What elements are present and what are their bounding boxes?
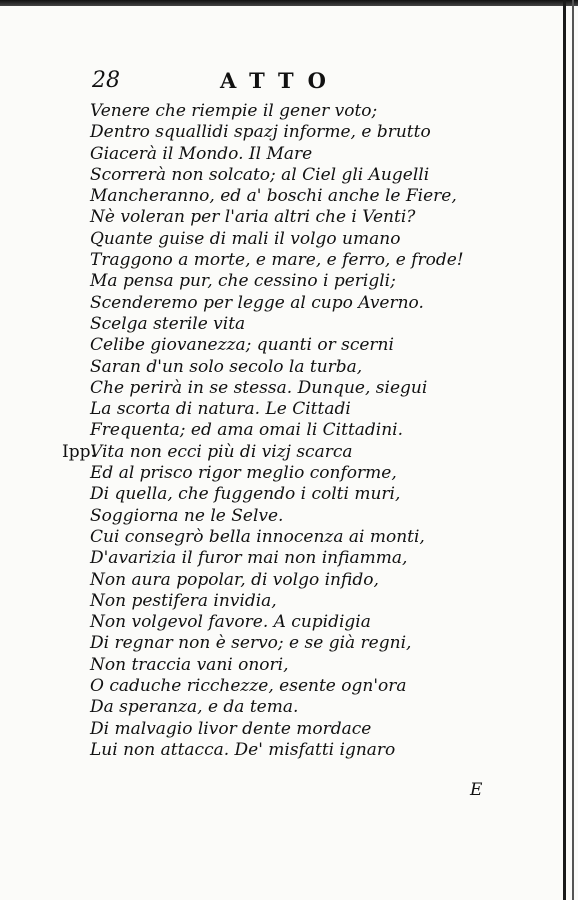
speaker-label: Ipp. [62,441,96,462]
verse-text: Venere che riempie il gener voto; [90,101,378,121]
verse-text: Di quella, che fuggendo i colti muri, [90,484,401,505]
verse-text: O caduche ricchezze, esente ogn'ora [90,676,407,697]
verse-text: Traggono a morte, e mare, e ferro, e frode! [90,250,464,271]
verse-text: Che perirà in se stessa. Dunque, siegui [90,377,428,398]
verse-line [62,676,462,697]
verse-text: Celibe giovanezza; quanti or scerni [90,335,394,356]
verse-line [62,506,462,527]
verse-line [62,548,462,569]
verse-text: Scorrerà non solcato; al Ciel gli Augelli [90,164,430,185]
verse-text: Non pestifera invidia, [90,590,277,611]
verse-line [62,591,462,612]
page-binding-edge [563,0,566,900]
verse-text: Dentro squallidi spazj informe, e brutto [90,122,431,143]
verse-text: Nè voleran per l'aria altri che i Venti? [90,207,416,228]
verse-line [62,314,462,335]
verse-line [62,612,462,633]
verse-line [62,399,462,420]
page-number: 28 [92,68,120,93]
verse-text: Di regnar non è servo; e se già regni, [90,633,412,654]
verse-line [62,207,462,228]
verse-line [62,335,462,356]
verse-line [62,271,462,292]
verse-line [62,633,462,654]
verse-line [62,740,462,761]
verse-line [62,463,462,484]
catchword: E [470,780,483,800]
verse-line [62,165,462,186]
verse-text: Frequenta; ed ama omai li Cittadini. [90,420,404,441]
verse-line [62,484,462,505]
verse-line [62,250,462,271]
verse-text: Vita non ecci più di vizj scarca [90,441,353,462]
verse-line [62,442,462,463]
verse-text: Saran d'un solo secolo la turba, [90,356,363,377]
verse-text: Giacerà il Mondo. Il Mare [90,143,313,164]
verse-line [62,293,462,314]
verse-line [62,101,462,122]
verse-text: Mancheranno, ed a' boschi anche le Fiere, [90,186,457,207]
verse-line [62,378,462,399]
verse-text: Scenderemo per legge al cupo Averno. [90,292,424,313]
verse-text: Scelga sterile vita [90,313,246,334]
verse-text: La scorta di natura. Le Cittadi [90,399,351,420]
verse-line [62,420,462,441]
verse-line [62,655,462,676]
verse-line [62,144,462,165]
verse-text: Non traccia vani onori, [90,654,289,675]
verse-block [62,101,462,761]
verse-line [62,122,462,143]
page-header [92,68,392,96]
verse-line [62,697,462,718]
verse-text: Quante guise di mali il volgo umano [90,228,401,249]
page-top-edge [0,0,578,6]
verse-text: Da speranza, e da tema. [90,697,299,718]
verse-text: Non volgevol favore. A cupidigia [90,612,371,633]
verse-text: Ma pensa pur, che cessino i perigli; [90,271,396,292]
verse-text: Ed al prisco rigor meglio conforme, [90,463,397,484]
verse-line [62,229,462,250]
verse-text: Non aura popolar, di volgo infido, [90,569,379,590]
verse-line [62,570,462,591]
page-binding-shadow [572,0,574,900]
verse-text: Di malvagio livor dente mordace [90,718,372,739]
verse-text: Cui consegrò bella innocenza ai monti, [90,526,425,547]
verse-line [62,527,462,548]
running-head: ATTO [220,68,340,93]
verse-text: Soggiorna ne le Selve. [90,505,284,526]
verse-line [62,357,462,378]
verse-text: D'avarizia il furor mai non infiamma, [90,548,408,569]
verse-text: Lui non attacca. De' misfatti ignaro [90,739,396,760]
verse-line [62,186,462,207]
verse-line [62,719,462,740]
